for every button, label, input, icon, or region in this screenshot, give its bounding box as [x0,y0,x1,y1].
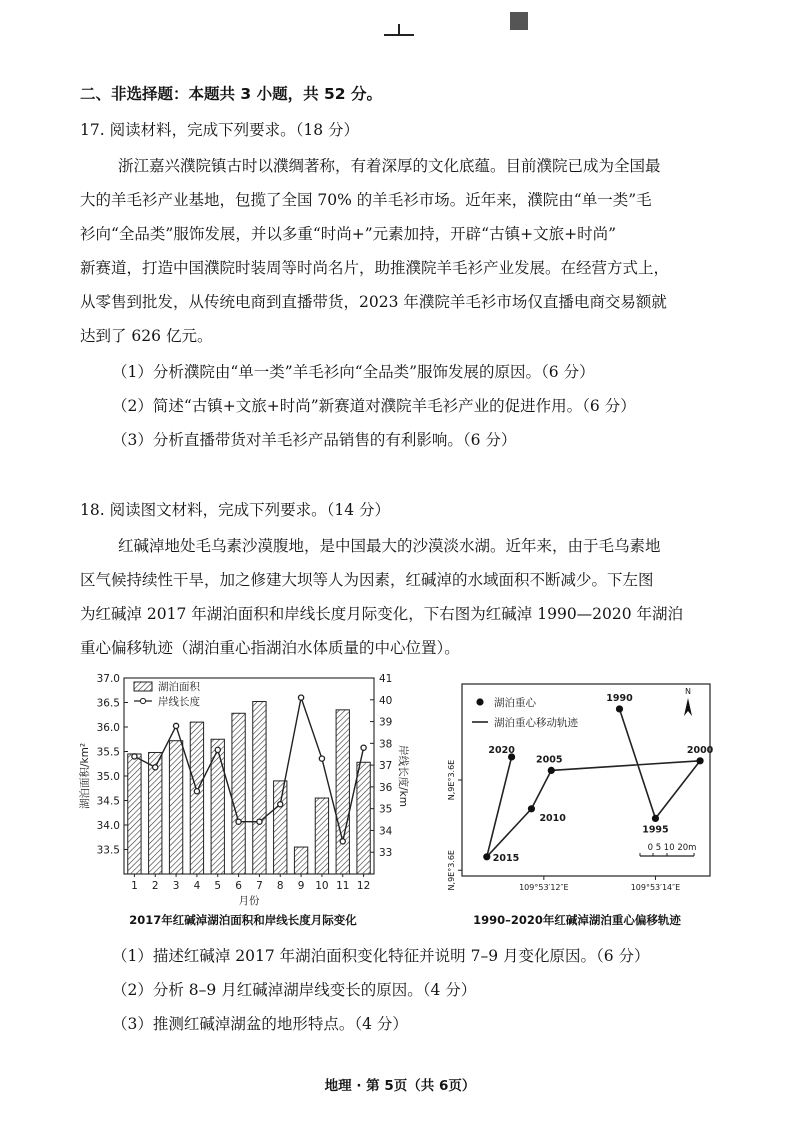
centroid-label-1995: 1995 [642,824,669,836]
right-tick-label: 37 [379,760,393,773]
x-tick-label: 109°53′12″E [519,883,569,892]
right-tick-label: 41 [379,673,393,685]
area-bar-11 [336,710,349,874]
shoreline-point-11 [340,839,345,844]
scan-mark-tick [398,24,400,34]
shoreline-point-6 [236,819,241,824]
y-tick-label: N,9E°3.6E [447,759,456,801]
centroid-track-map [432,676,722,906]
centroid-point-2010 [528,805,535,812]
x-tick-label: 6 [235,880,242,892]
x-tick-label: 3 [172,880,180,892]
centroid-label-2005: 2005 [536,754,563,766]
centroid-point-2000 [696,757,703,764]
right-tick-label: 40 [379,694,393,707]
left-tick-label: 36.0 [96,722,120,734]
north-arrow-icon [684,698,692,716]
left-tick-label: 34.5 [96,795,120,808]
area-bar-7 [253,702,266,874]
area-bar-4 [190,722,203,874]
right-tick-label: 35 [379,803,393,816]
lake-area-shoreline-chart [74,664,409,936]
legend-line-label: 岸线长度 [158,696,200,708]
q17-sub-2: （2）简述“古镇+文旅+时尚”新赛道对濮院羊毛衫产业的促进作用。（6 分） [112,397,636,415]
shoreline-point-2 [153,765,158,770]
right-axis-label: 岸线长度/km [397,745,409,807]
q17-sub-1: （1）分析濮院由“单一类”羊毛衫向“全品类”服饰发展的原因。（6 分） [112,363,595,381]
legend-bar-swatch [134,682,152,691]
scale-label: 0 5 10 20m [647,843,697,853]
x-tick-label: 1 [131,880,138,892]
left-tick-label: 36.5 [96,697,120,710]
centroid-label-2010: 2010 [539,812,566,824]
q17-line-5: 从零售到批发，从传统电商到直播带货，2023 年濮院羊毛衫市场仅直播电商交易额就 [80,293,667,311]
legend-point-label: 湖泊重心 [494,697,536,709]
x-tick-label: 10 [315,880,329,892]
centroid-point-2005 [548,767,555,774]
left-tick-label: 35.5 [96,746,120,759]
q17-line-4: 新赛道，打造中国濮院时装周等时尚名片，助推濮院羊毛衫产业发展。在经营方式上， [80,259,670,277]
area-bar-6 [232,713,245,874]
scan-mark-line [384,34,414,36]
area-bar-3 [169,741,182,874]
q18-line-2: 区气候持续性干旱，加之修建大坝等人为因素，红碱淖的水域面积不断减少。下左图 [80,571,654,589]
legend-track-label: 湖泊重心移动轨迹 [494,717,578,729]
centroid-label-2015: 2015 [492,852,520,864]
shoreline-point-12 [361,745,366,750]
left-tick-label: 34.0 [96,820,120,832]
scan-mark-square [510,12,528,30]
shoreline-point-7 [257,819,262,824]
x-tick-label: 9 [297,880,305,892]
area-bar-8 [274,781,287,874]
centroid-label-2020: 2020 [488,744,515,756]
q17-line-3: 衫向“全品类”服饰发展，并以多重“时尚+”元素加持，开辟“古镇+文旅+时尚” [80,225,617,243]
q17-line-1: 浙江嘉兴濮院镇古时以濮绸著称，有着深厚的文化底蕴。目前濮院已成为全国最 [118,157,661,175]
centroid-point-1995 [652,815,659,822]
shoreline-point-1 [132,754,137,759]
shoreline-point-10 [319,756,324,761]
area-bar-12 [357,762,370,874]
shoreline-point-4 [194,789,199,794]
q17-line-6: 达到了 626 亿元。 [80,327,213,345]
page-footer: 地理 · 第 5页（共 6页） [324,1078,476,1094]
shoreline-line [134,698,363,842]
centroid-label-2000: 2000 [686,744,714,756]
q17-title: 17. 阅读材料，完成下列要求。（18 分） [80,121,359,139]
q18-title: 18. 阅读图文材料，完成下列要求。（14 分） [80,501,390,519]
y-tick-label: N,9E°3.6E [447,850,456,891]
x-tick-label: 11 [336,880,350,892]
x-tick-label: 109°53′14″E [630,883,681,892]
right-tick-label: 33 [379,847,393,860]
centroid-point-1990 [616,705,623,712]
area-bar-10 [315,798,328,874]
legend-bar-label: 湖泊面积 [158,681,200,693]
right-tick-label: 36 [379,781,393,794]
x-tick-label: 8 [276,880,284,892]
q18-line-3: 为红碱淖 2017 年湖泊面积和岸线长度月际变化，下右图为红碱淖 1990—2020 年湖泊 [80,605,684,623]
right-tick-label: 34 [379,825,393,838]
x-tick-label: 7 [256,880,263,892]
shoreline-point-8 [278,802,283,807]
left-chart-caption: 2017年红碱淖湖泊面积和岸线长度月际变化 [129,913,357,927]
q17-sub-3: （3）分析直播带货对羊毛衫产品销售的有利影响。（6 分） [112,431,517,449]
area-bar-1 [128,754,141,874]
area-bar-2 [149,752,162,874]
right-tick-label: 38 [379,738,393,751]
x-tick-label: 5 [214,880,222,892]
right-chart-caption: 1990–2020年红碱淖湖泊重心偏移轨迹 [473,913,681,927]
centroid-point-2015 [483,853,490,860]
legend-line-marker [140,698,145,703]
left-tick-label: 33.5 [96,844,120,857]
q18-sub-3: （3）推测红碱淖湖盆的地形特点。（4 分） [112,1015,408,1033]
shoreline-point-3 [173,723,178,728]
q18-sub-2: （2）分析 8–9 月红碱淖湖岸线变长的原因。（4 分） [112,981,477,999]
left-tick-label: 35.0 [96,771,120,783]
q18-line-1: 红碱淖地处毛乌素沙漠腹地，是中国最大的沙漠淡水湖。近年来，由于毛乌素地 [118,537,661,555]
x-tick-label: 2 [151,880,159,892]
section-heading: 二、非选择题：本题共 3 小题，共 52 分。 [80,85,382,103]
q18-line-4: 重心偏移轨迹（湖泊重心指湖泊水体质量的中心位置）。 [80,639,460,657]
q17-line-2: 大的羊毛衫产业基地，包揽了全国 70% 的羊毛衫市场。近年来，濮院由“单一类”毛 [80,191,652,209]
area-bar-9 [294,847,307,874]
x-axis-label: 月份 [238,895,260,907]
q18-sub-1: （1）描述红碱淖 2017 年湖泊面积变化特征并说明 7–9 月变化原因。（6 分） [112,947,650,965]
x-tick-label: 12 [356,880,371,892]
right-tick-label: 39 [379,716,393,729]
left-axis-label: 湖泊面积/km² [79,742,91,810]
centroid-label-1990: 1990 [606,692,633,704]
left-tick-label: 37.0 [96,673,120,685]
legend-point-swatch [476,698,483,705]
north-label: N [685,687,691,696]
x-tick-label: 4 [193,880,201,892]
shoreline-point-5 [215,747,220,752]
shoreline-point-9 [298,695,303,700]
